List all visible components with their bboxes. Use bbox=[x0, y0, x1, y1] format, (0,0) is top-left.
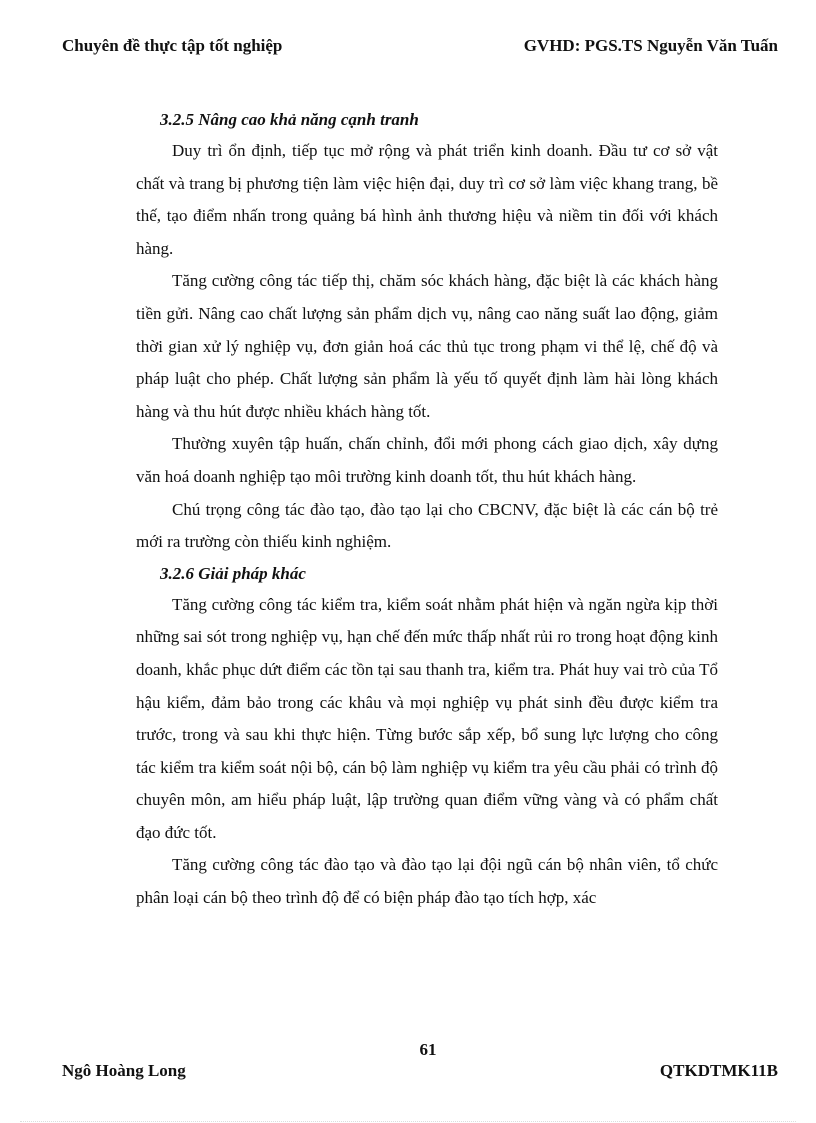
page-header bbox=[62, 36, 778, 60]
header-supervisor: GVHD: PGS.TS Nguyễn Văn Tuấn bbox=[523, 36, 778, 55]
section-heading: 3.2.6 Giải pháp khác bbox=[160, 563, 306, 583]
section-heading: 3.2.5 Nâng cao khả năng cạnh tranh bbox=[160, 110, 419, 129]
paragraph: Thường xuyên tập huấn, chấn chỉnh, đổi mới phong cách giao dịch, xây dựng văn hoá doanh nghiệp tạo môi trường kinh doanh tốt, thu hút khách hàng. bbox=[136, 434, 718, 486]
paragraph: Tăng cường công tác kiểm tra, kiểm soát nhằm phát hiện và ngăn ngừa kịp thời những sai sót trong nghiệp vụ, hạn chế đến mức thấp nhất rủi ro trong hoạt động kinh doanh, khắc phục dứt điểm các tồn tại sau thanh tra, kiểm tra. Phát huy vai trò của Tổ hậu kiểm, đảm bảo trong các khâu và mọi nghiệp vụ phát sinh đều được kiểm tra trước, trong và sau khi thực hiện. Từng bước sắp xếp, bổ sung lực lượng cho công tác kiểm tra kiểm soát nội bộ, cán bộ làm nghiệp vụ kiểm tra yêu cầu phải có trình độ chuyên môn, am hiểu pháp luật, lập trường quan điểm vững vàng và có phẩm chất đạo đức tốt. bbox=[136, 594, 718, 842]
footer-divider bbox=[20, 1121, 796, 1122]
header-document-type: Chuyên đề thực tập tốt nghiệp bbox=[62, 36, 283, 55]
paragraph: Duy trì ổn định, tiếp tục mở rộng và phát triển kinh doanh. Đầu tư cơ sở vật chất và trang bị phương tiện làm việc hiện đại, duy trì cơ sở làm việc khang trang, bề thế, tạo điểm nhấn trong quảng bá hình ảnh thương hiệu và niềm tin đối với khách hàng. bbox=[136, 141, 718, 258]
main-content bbox=[136, 105, 718, 915]
page-number: 61 bbox=[419, 1040, 437, 1059]
paragraph: Tăng cường công tác đào tạo và đào tạo lại đội ngũ cán bộ nhân viên, tổ chức phân loại cán bộ theo trình độ để có biện pháp đào tạo tích hợp, xác bbox=[136, 855, 718, 908]
footer-class-code: QTKDTMK11B bbox=[659, 1061, 778, 1080]
page-footer bbox=[62, 1061, 778, 1081]
footer-author: Ngô Hoàng Long bbox=[62, 1061, 186, 1080]
paragraph: Chú trọng công tác đào tạo, đào tạo lại cho CBCNV, đặc biệt là các cán bộ trẻ mới ra trường còn thiếu kinh nghiệm. bbox=[136, 499, 718, 552]
paragraph: Tăng cường công tác tiếp thị, chăm sóc khách hàng, đặc biệt là các khách hàng tiền gửi. Nâng cao chất lượng sản phẩm dịch vụ, nâng cao năng suất lao động, giảm thời gian xử lý nghiệp vụ, đơn giản hoá các thủ tục trong phạm vi thể lệ, chế độ và pháp luật cho phép. Chất lượng sản phẩm là yếu tố quyết định làm hài lòng khách hàng và thu hút được nhiều khách hàng tốt. bbox=[136, 271, 718, 421]
